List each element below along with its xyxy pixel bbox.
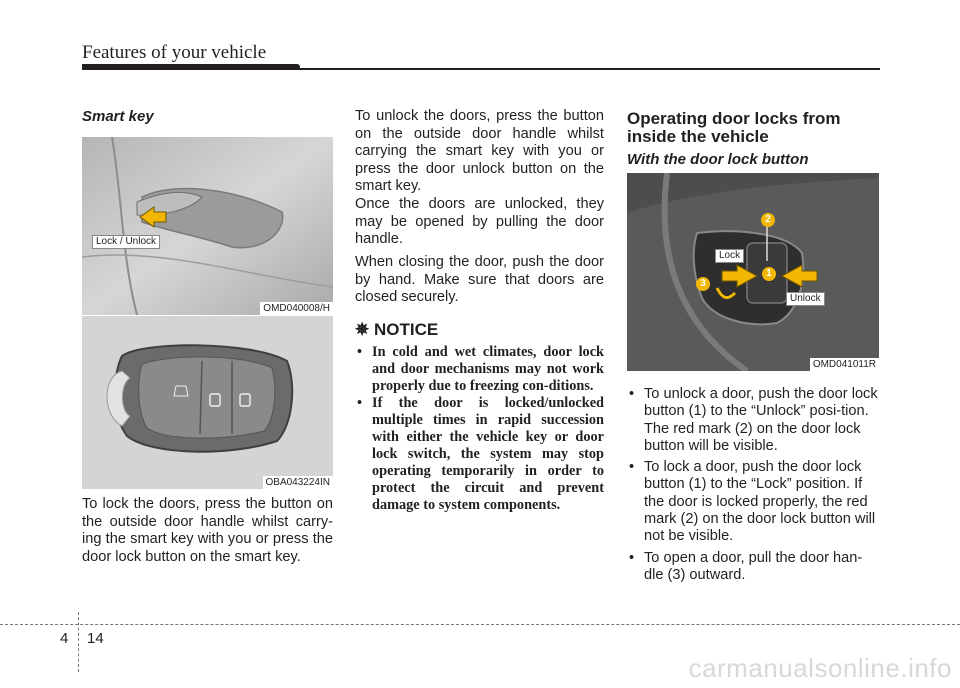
smart-key-heading: Smart key: [82, 108, 154, 125]
instruction-item: • To lock a door, push the door lock button (1) to the “Lock” position. If the door is locked properly, the red mark (2) on the door lock button will not be visible.: [627, 459, 880, 545]
footer-divider: [78, 612, 79, 672]
notice-title: ✵ NOTICE: [355, 320, 439, 339]
marker-3: 3: [696, 277, 710, 291]
header-rule: [82, 68, 880, 70]
door-lock-button-figure: [627, 173, 879, 371]
page-header-title: Features of your vehicle: [82, 42, 267, 63]
footer-rule: [0, 624, 960, 625]
chapter-number: 4: [60, 630, 69, 647]
watermark: carmanualsonline.info: [688, 653, 952, 683]
marker-1: 1: [762, 267, 776, 281]
unlock-callout: Unlock: [786, 292, 825, 306]
closing-door-paragraph: When closing the door, push the door by hand. Make sure that doors are closed securely.: [355, 254, 604, 305]
door-handle-figure: [82, 137, 333, 315]
page-number: 14: [87, 630, 104, 647]
door-handle-illustration: [82, 137, 333, 315]
lock-callout: Lock: [715, 249, 744, 263]
section-heading: Operating door locks from inside the vehicle: [627, 109, 841, 146]
lock-doors-paragraph: To lock the doors, press the button on the outside door handle whilst carry-ing the smart key with you or press the door lock button on the smart key.: [82, 496, 333, 565]
door-lock-illustration: [627, 173, 879, 371]
figure-code-1: OMD040008/H: [260, 302, 333, 315]
notice-list: [355, 344, 604, 514]
instruction-item: • To open a door, pull the door han-dle (3) outward.: [627, 550, 880, 585]
notice-item: • In cold and wet climates, door lock and door mechanisms may not work properly due to freezing con-ditions.: [355, 344, 604, 395]
smart-key-figure: [82, 316, 333, 489]
door-lock-button-subheading: With the door lock button: [627, 151, 809, 168]
doors-unlocked-paragraph: Once the doors are unlocked, they may be opened by pulling the door handle.: [355, 196, 604, 247]
lock-unlock-callout: Lock / Unlock: [92, 235, 160, 249]
marker-2: 2: [761, 213, 775, 227]
instruction-item: • To unlock a door, push the door lock button (1) to the “Unlock” posi-tion. The red mark (2) on the door lock button will be visible.: [627, 386, 880, 455]
door-lock-instructions: [627, 386, 880, 588]
figure-code-3: OMD041011R: [810, 358, 879, 371]
smart-key-illustration: [82, 316, 333, 489]
unlock-doors-paragraph: To unlock the doors, press the button on the outside door handle whilst carrying the smart key with you or press the door unlock button on the smart key.: [355, 108, 604, 194]
figure-code-2: OBA043224IN: [263, 476, 334, 489]
notice-item: • If the door is locked/unlocked multiple times in rapid succession with either the vehicle key or door lock switch, the system may stop operating temporarily in order to protect the circuit and prevent damage to system components.: [355, 395, 604, 514]
